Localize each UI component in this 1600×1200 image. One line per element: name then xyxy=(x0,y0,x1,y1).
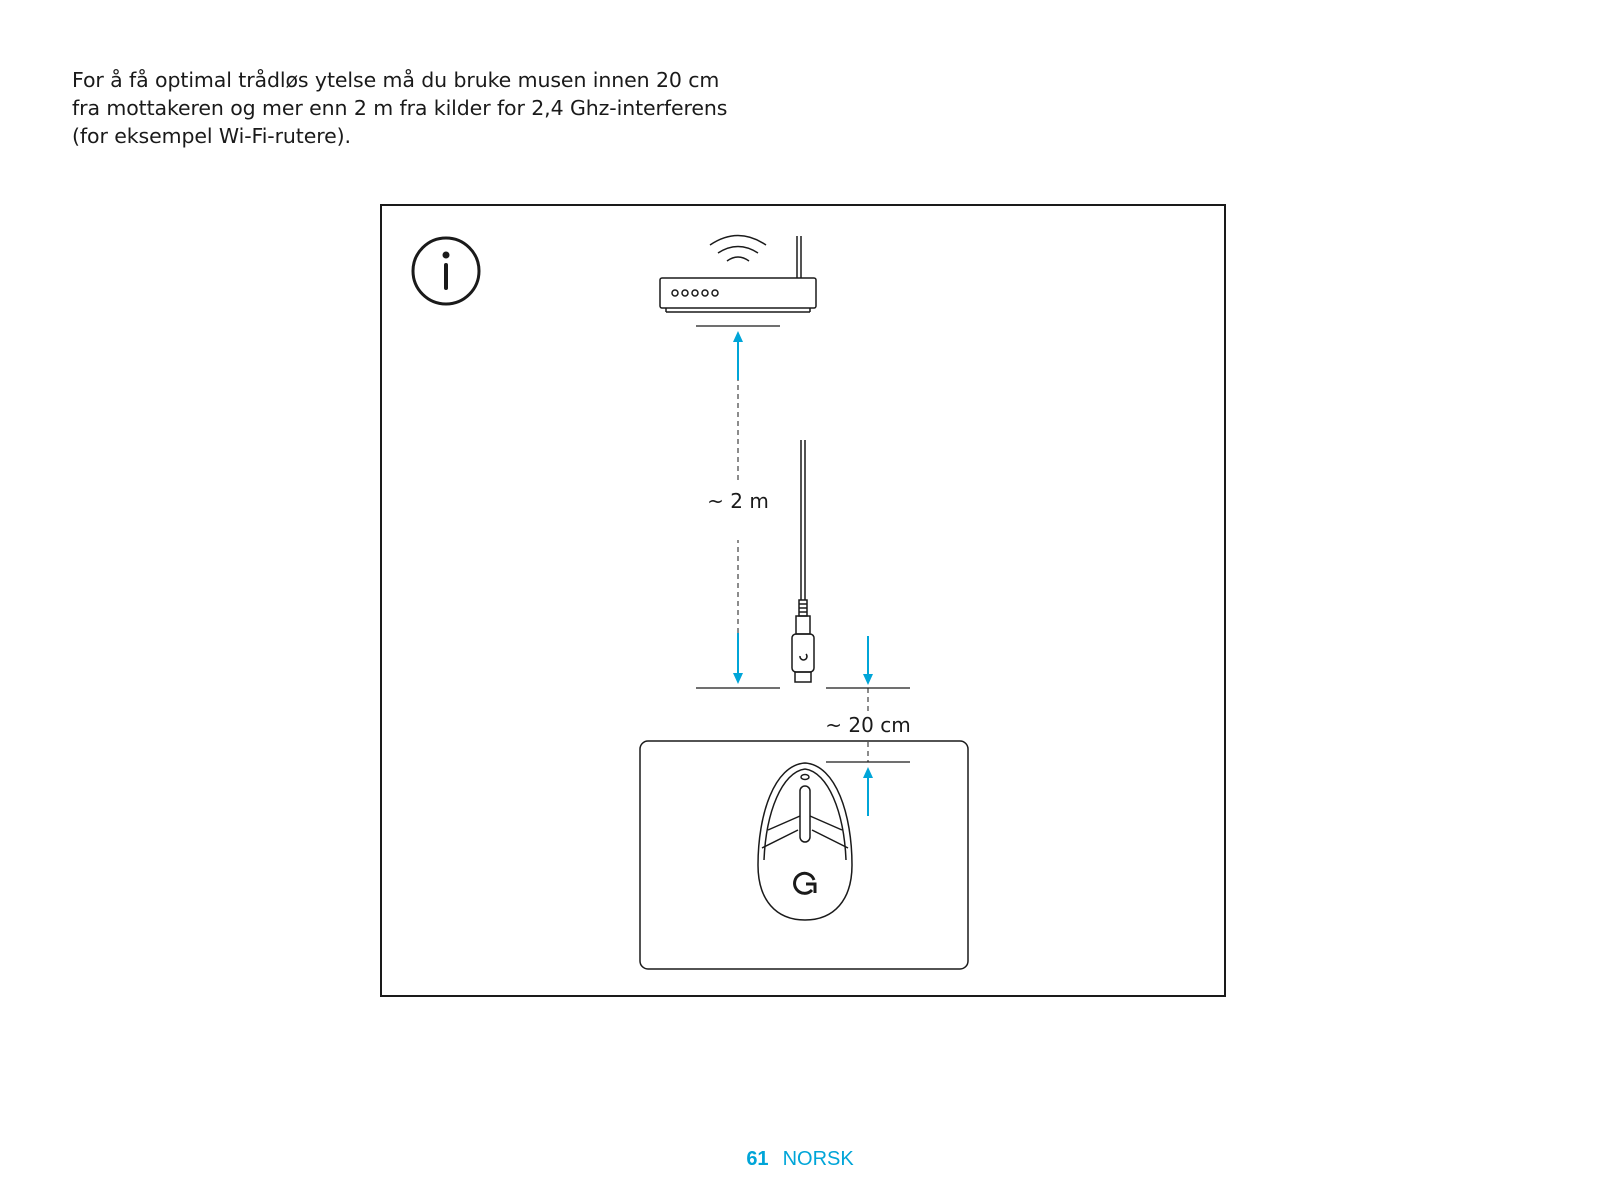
intro-line-1: For å få optimal trådløs ytelse må du bruke musen innen 20 cm xyxy=(72,68,720,92)
page-footer xyxy=(0,1148,1600,1171)
usb-receiver-icon xyxy=(792,440,814,682)
info-icon xyxy=(413,238,479,304)
distance-receiver-label: ~ 20 cm xyxy=(825,713,911,737)
wifi-router-icon xyxy=(660,236,816,313)
intro-line-2: fra mottakeren og mer enn 2 m fra kilder for 2,4 Ghz-interferens xyxy=(72,96,728,120)
distance-router-label: ~ 2 m xyxy=(707,489,769,513)
intro-line-3: (for eksempel Wi-Fi-rutere). xyxy=(72,124,351,148)
page-number: 61 xyxy=(746,1148,769,1170)
gaming-mouse-icon xyxy=(758,763,852,920)
page-language: NORSK xyxy=(782,1148,854,1170)
